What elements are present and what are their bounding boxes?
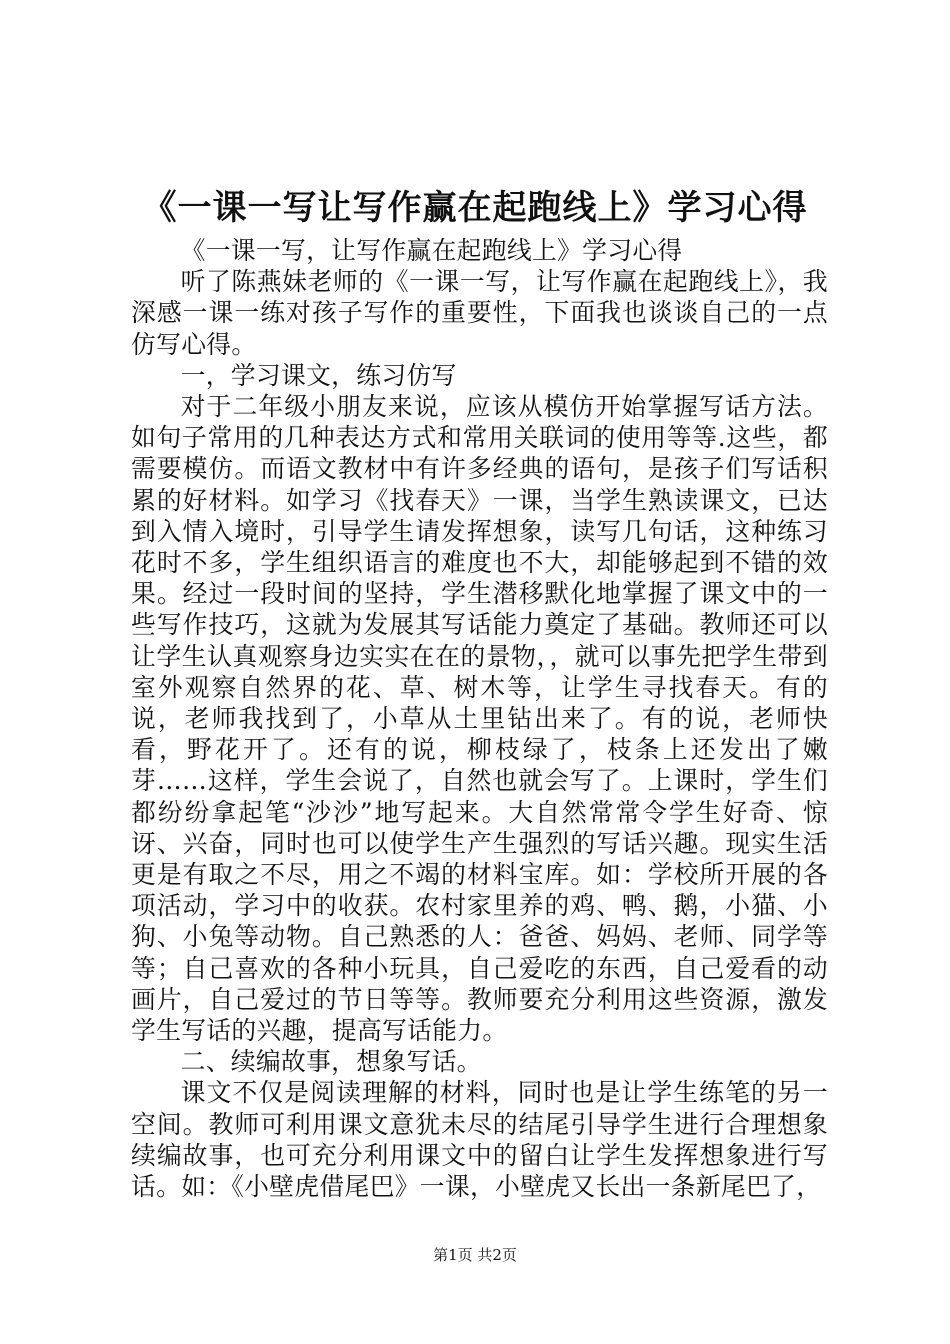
paragraph-subtitle: 《一课一写，让写作赢在起跑线上》学习心得	[180, 236, 683, 265]
paragraph-intro: 听了陈燕妹老师的《一课一写，让写作赢在起跑线上》，我深感一课一练对孩子写作的重要性，下面我也谈谈自己的一点仿写心得。	[131, 267, 828, 359]
paragraph-section-1: 对于二年级小朋友来说，应该从模仿开始掌握写话方法。如句子常用的几种表达方式和常用关联词的使用等等.这些，都需要模仿。而语文教材中有许多经典的语句，是孩子们写话积累的好材料。如学习《找春天》一课，当学生熟读课文，已达到入情入境时，引导学生请发挥想象，读写几句话，这种练习花时不多，学生组织语言的难度也不大，却能够起到不错的效果。经过一段时间的坚持，学生潜移默化地掌握了课文中的一些写作技巧，这就为发展其写话能力奠定了基础。教师还可以让学生认真观察身边实实在在的景物，，就可以事先把学生带到室外观察自然界的花、草、树木等，让学生寻找春天。有的说，老师我找到了，小草从土里钻出来了。有的说，老师快看，野花开了。还有的说，柳枝绿了，枝条上还发出了嫩芽……这样，学生会说了，自然也就会写了。上课时，学生们都纷纷拿起笔“沙沙”地写起来。大自然常常令学生好奇、惊讶、兴奋，同时也可以使学生产生强烈的写话兴趣。现实生活更是有取之不尽，用之不竭的材料宝库。如：学校所开展的各项活动，学习中的收获。农村家里养的鸡、鸭、鹅，小猫、小狗、小兔等动物。自己熟悉的人：爸爸、妈妈、老师、同学等等；自己喜欢的各种小玩具，自己爱吃的东西，自己爱看的动画片，自己爱过的节日等等。教师要充分利用这些资源，激发学生写话的兴趣，提高写话能力。	[131, 392, 828, 1046]
page-footer: 第1页 共2页	[433, 1246, 517, 1264]
section-heading-1: 一，学习课文，练习仿写	[180, 360, 457, 390]
section-heading-2: 二、续编故事，想象写话。	[180, 1047, 482, 1077]
document-title: 《一课一写让写作赢在起跑线上》学习心得	[142, 188, 808, 228]
document-body	[131, 235, 828, 1202]
paragraph-section-2: 课文不仅是阅读理解的材料，同时也是让学生练笔的另一空间。教师可利用课文意犹未尽的结尾引导学生进行合理想象续编故事，也可充分利用课文中的留白让学生发挥想象进行写话。如：《小壁虎借尾巴》一课，小壁虎又长出一条新尾巴了，	[131, 1078, 828, 1202]
